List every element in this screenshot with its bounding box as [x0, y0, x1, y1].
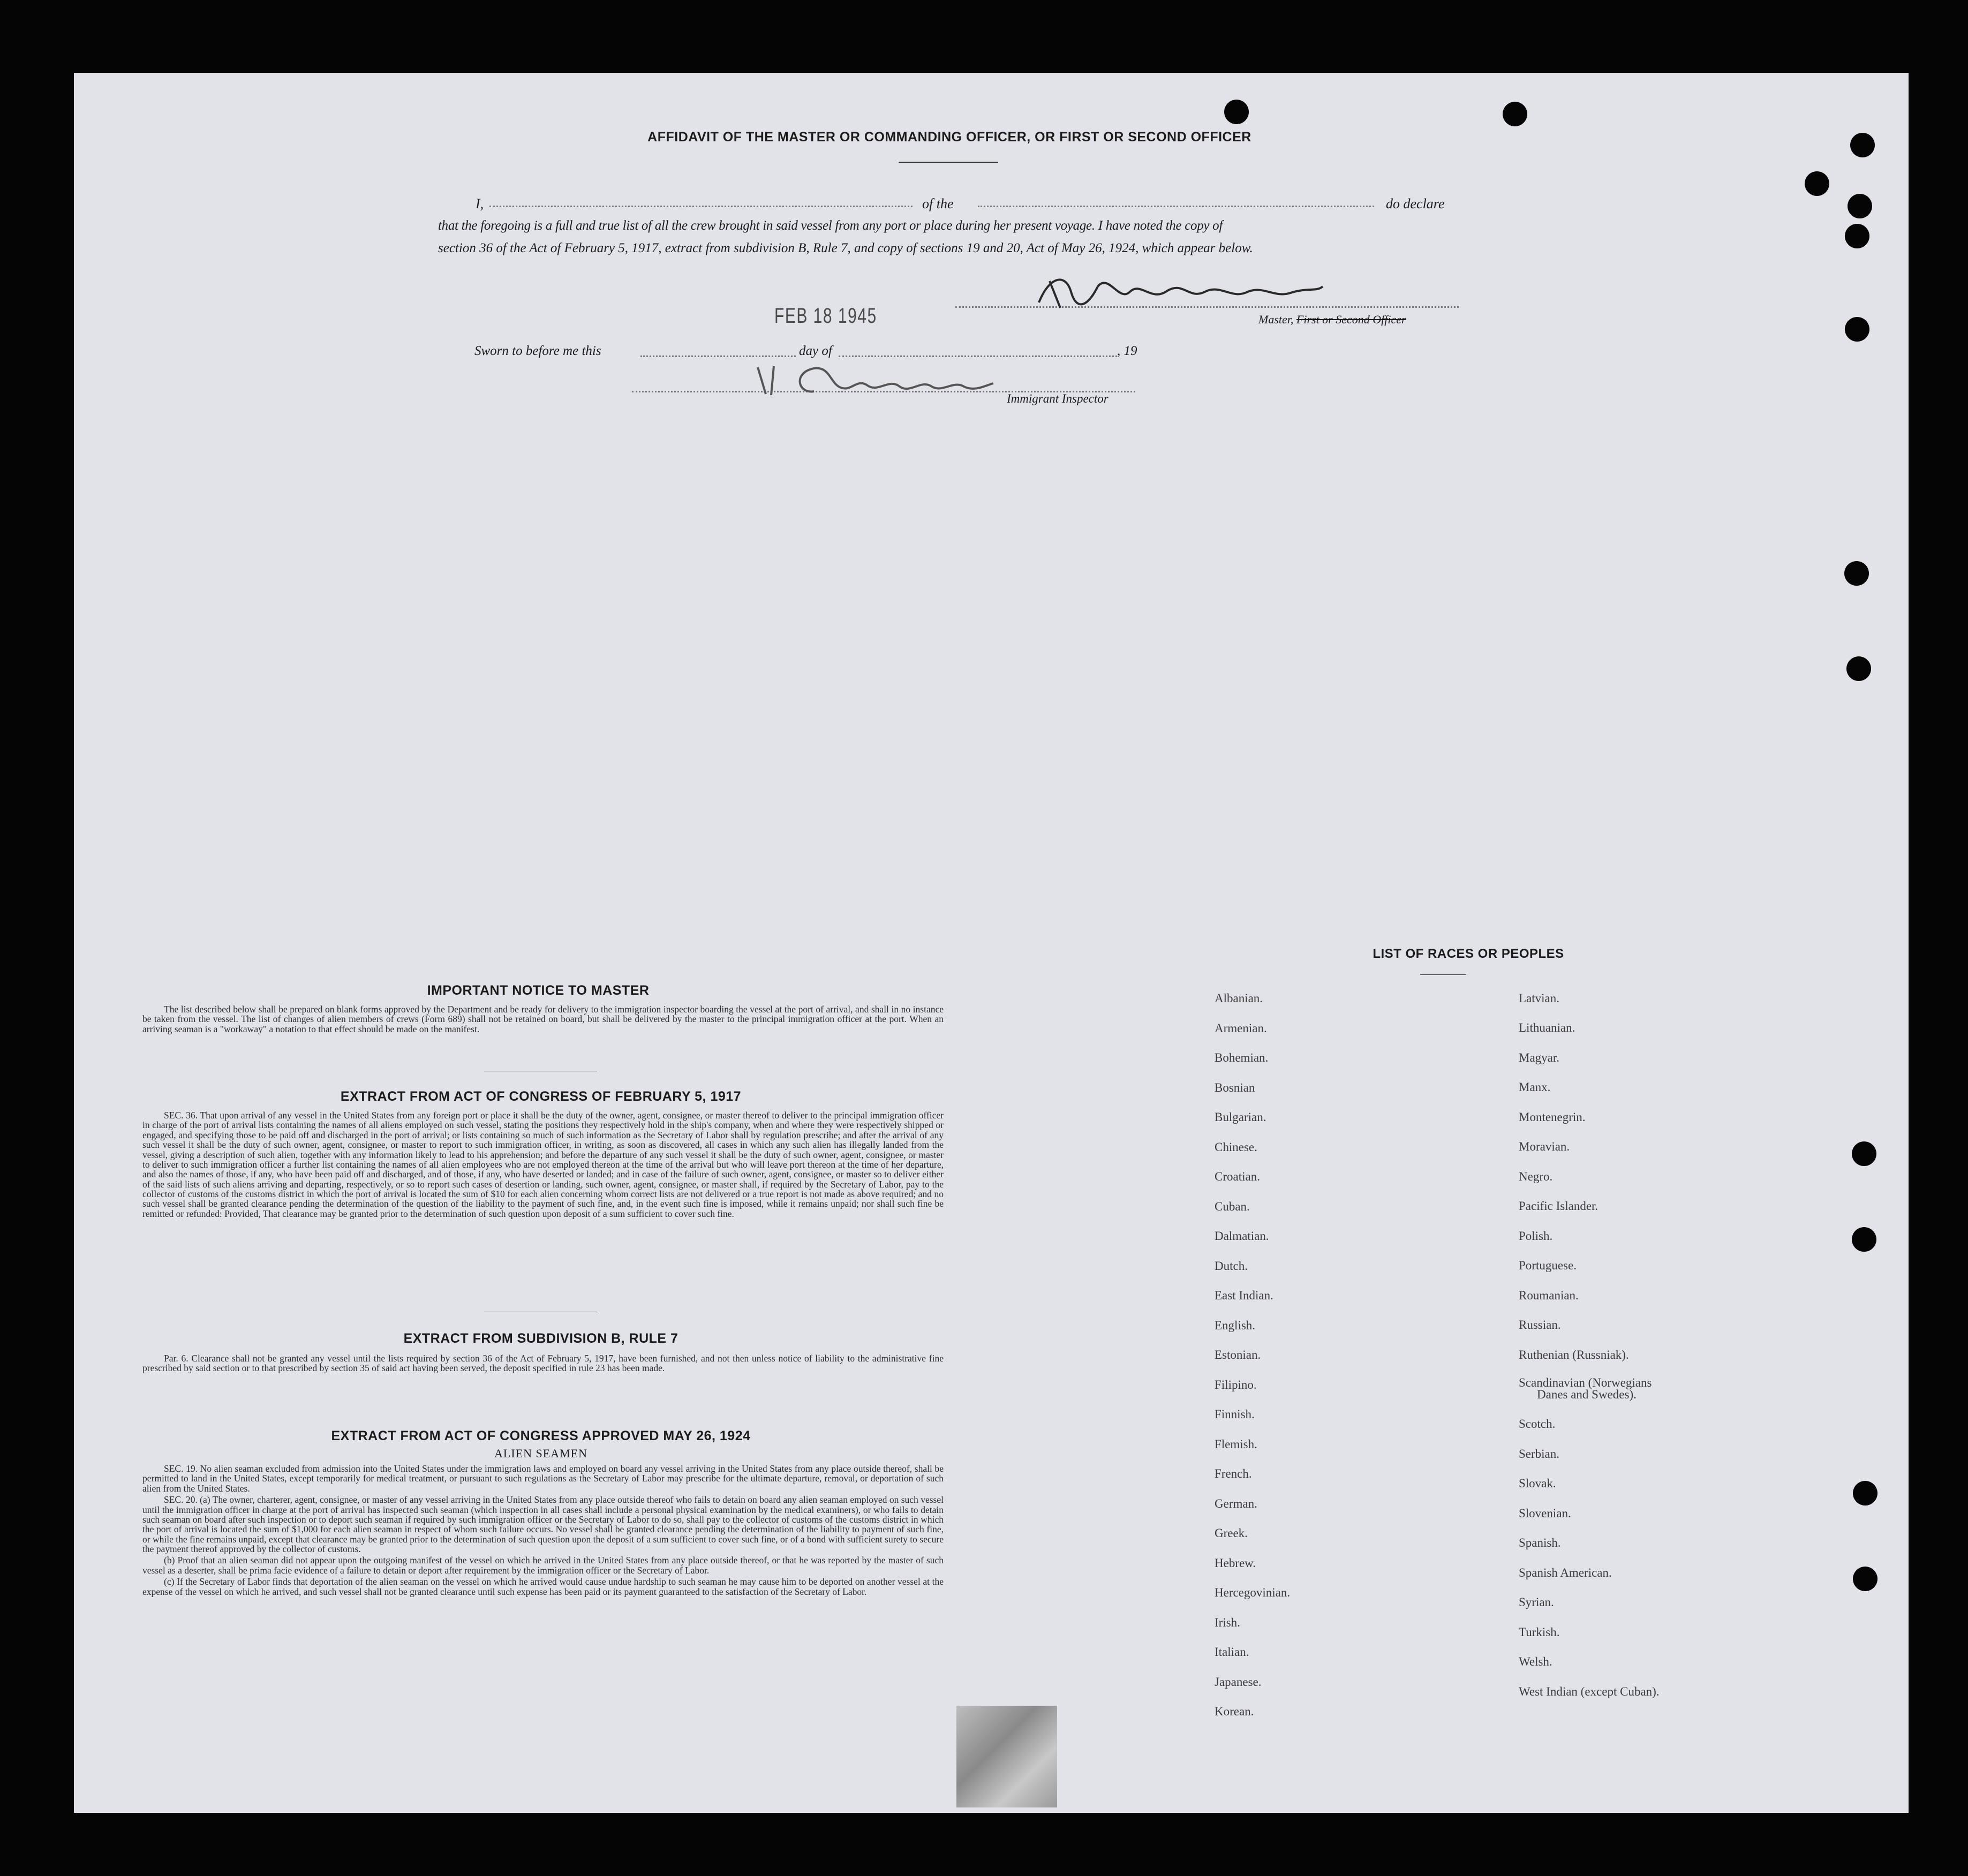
act1924-sec20a: SEC. 20. (a) The owner, charterer, agent, consignee, or master of any vessel arriving in the United States from any place outside thereof who fails to detain on board any alien seaman employed on such vessel until the immigration officer in charge at the port of arrival has inspected such seaman (which inspection in all cases shall include a personal physical examination by the medical examiners), or who fails to detain such seaman on board after such inspection or to deport such seaman if required by such immigration officer or the Secretary of Labor to do so, shall pay to the collector of customs of the customs district in which the port of arrival is located the sum of $1,000 for each alien seaman in respect of whom such failure occurs. No vessel shall be granted clearance pending the determination of the liability to payment of such fine, or while the fine remains unpaid, except that clearance may be granted prior to the determination of such question upon the deposit of a sum sufficient to cover such fine, or of a bond with sufficient surety to secure the payment thereof approved by the collector of customs.	[142, 1494, 944, 1554]
affidavit-i-label: I,	[476, 196, 484, 211]
race-item: Italian.	[1215, 1645, 1249, 1659]
race-item: Dutch.	[1215, 1259, 1248, 1273]
punch-hole-9	[1846, 656, 1871, 681]
race-item: Cuban.	[1215, 1199, 1250, 1213]
sworn-month-field[interactable]	[839, 355, 1117, 357]
act1924-subtitle: ALIEN SEAMEN	[494, 1447, 587, 1460]
race-item: Ruthenian (Russniak).	[1519, 1348, 1629, 1361]
vessel-field[interactable]	[978, 206, 1374, 207]
race-item: Polish.	[1519, 1229, 1553, 1243]
notice-title: IMPORTANT NOTICE TO MASTER	[427, 983, 650, 998]
punch-hole-12	[1853, 1481, 1877, 1506]
act1917-sec36: SEC. 36. That upon arrival of any vessel in the United States from any foreign port or place it shall be the duty of the owner, agent, consignee, or master thereof to deliver to the principal immigration officer in charge of the port of arrival lists containing the names of all aliens employed on such vessel, stating the positions they respectively hold in the ship's company, when and where they were respectively shipped or engaged, and specifying those to be paid off and discharged in the port of arrival; or lists containing so much of such information as the Secretary of Labor shall by regulation prescribe; and after the arrival of any such vessel it shall be the duty of such owner, agent, consignee, or master to report to such immigration officer, in writing, as soon as discovered, all cases in which any such alien has illegally landed from the vessel, giving a description of such alien, together with any information likely to lead to his apprehension; and before the departure of any such vessel it shall be the duty of such owner, agent, consignee, or master to deliver to such immigration officer a further list containing the names of all alien employees who are not employed thereon at the time of the arrival but who will leave port thereon at the time of her departure, and also the names of those, if any, who have been paid off and discharged, and of those, if any, who have deserted or landed; and in case of the failure of such owner, agent, consignee, or master so to deliver either of the said lists of such aliens arriving and departing, respectively, or so to report such cases of desertion or landing, such owner, agent, consignee, or master shall, if required by the Secretary of Labor, pay to the collector of customs of the customs district in which the port of arrival is located the sum of $10 for each alien concerning whom correct lists are not delivered or a true report is not made as above required; and no such vessel shall be granted clearance pending the determination of the question of the liability to the payment of such fine, and, in the event such fine is imposed, while it remains unpaid; nor shall such fine be remitted or refunded: Provided, That clearance may be granted prior to the determination of such question upon deposit of a sum sufficient to cover such fine.	[142, 1110, 944, 1219]
notice-paragraph: The list described below shall be prepared on blank forms approved by the Department and be ready for delivery to the immigration inspector boarding the vessel at the port of arrival, and shall in no instance be taken from the vessel. The list of changes of alien members of crews (Form 689) shall not be retained on board, but shall be delivered by the master to the principal immigration officer at the port. When an arriving seaman is a "workaway" a notation to that effect should be made on the manifest.	[142, 1004, 944, 1034]
race-item: Slovak.	[1519, 1477, 1556, 1490]
year-label: , 19	[1117, 344, 1137, 358]
race-item: Finnish.	[1215, 1408, 1255, 1421]
race-item: Latvian.	[1519, 992, 1559, 1005]
inspector-label: Immigrant Inspector	[1007, 392, 1109, 405]
punch-hole-3	[1850, 133, 1875, 157]
race-item: Roumanian.	[1519, 1289, 1579, 1302]
race-item: Syrian.	[1519, 1595, 1554, 1609]
act1917-title: EXTRACT FROM ACT OF CONGRESS OF FEBRUARY 5, 1917	[340, 1089, 742, 1104]
stamp-mark	[956, 1706, 1057, 1807]
punch-hole-6	[1845, 224, 1869, 248]
day-of-label: day of	[799, 344, 832, 358]
race-item: Croatian.	[1215, 1170, 1260, 1183]
master-label-primary: Master,	[1258, 313, 1296, 326]
race-item: Korean.	[1215, 1705, 1254, 1718]
notice-body	[142, 1004, 944, 1035]
race-item: Spanish.	[1519, 1536, 1561, 1549]
punch-hole-4	[1805, 171, 1829, 196]
race-item: Hercegovinian.	[1215, 1586, 1291, 1599]
race-item: Lithuanian.	[1519, 1021, 1575, 1034]
race-item: Turkish.	[1519, 1625, 1560, 1639]
punch-hole-2	[1503, 102, 1527, 126]
race-item: Bosnian	[1215, 1080, 1255, 1094]
race-item: Danes and Swedes).	[1537, 1388, 1637, 1401]
name-field[interactable]	[489, 206, 913, 207]
race-item: Manx.	[1519, 1080, 1551, 1094]
race-item: Dalmatian.	[1215, 1229, 1269, 1243]
race-item: French.	[1215, 1467, 1252, 1480]
race-item: East Indian.	[1215, 1289, 1273, 1302]
affidavit-title-rule	[899, 162, 998, 163]
race-item: Albanian.	[1215, 992, 1263, 1005]
rule7-body	[142, 1353, 944, 1375]
affidavit-line3: section 36 of the Act of February 5, 1917, extract from subdivision B, Rule 7, and copy of sections 19 and 20, Act of May 26, 1924, which appear below.	[438, 241, 1253, 255]
race-item: Welsh.	[1519, 1655, 1552, 1668]
act1924-sec19: SEC. 19. No alien seaman excluded from admission into the United States under the immigration laws and employed on board any vessel arriving in the United States from any place outside thereof, shall be permitted to land in the United States, except temporarily for medical treatment, or pursuant to such regulations as the Secretary of Labor may prescribe for the ultimate departure, removal, or deportation of such alien from the United States.	[142, 1463, 944, 1494]
race-item: Flemish.	[1215, 1437, 1257, 1451]
race-item: Russian.	[1519, 1318, 1561, 1332]
races-title-rule	[1420, 974, 1466, 975]
race-item: Bulgarian.	[1215, 1110, 1266, 1124]
race-item: Montenegrin.	[1519, 1110, 1586, 1124]
act1924-sec20c: (c) If the Secretary of Labor finds that deportation of the alien seaman on the vessel on which he arrived would cause undue hardship to such seaman he may cause him to be deported on another vessel at the expense of the vessel on which he arrived, and such vessel shall not be granted clearance until such expense has been paid or its payment guaranteed to the satisfaction of the Secretary of Labor.	[142, 1576, 944, 1597]
master-label-struck: First or Second Officer	[1296, 313, 1406, 326]
race-item: West Indian (except Cuban).	[1519, 1685, 1660, 1698]
race-item: Hebrew.	[1215, 1556, 1256, 1570]
race-item: Moravian.	[1519, 1140, 1570, 1153]
race-item: Spanish American.	[1519, 1566, 1612, 1579]
affidavit-of-the-label: of the	[922, 196, 954, 211]
inspector-signature	[750, 362, 996, 403]
race-item: Armenian.	[1215, 1021, 1267, 1035]
affidavit-line2: that the foregoing is a full and true list of all the crew brought in said vessel from any port or place during her present voyage. I have noted the copy of	[438, 218, 1223, 233]
rule7-par6: Par. 6. Clearance shall not be granted any vessel until the lists required by section 36 of the Act of February 5, 1917, have been furnished, and not then unless notice of liability to the administrative fine prescribed by said section or to that prescribed by section 35 of said act having been served, the deposit specified in rule 23 has been made.	[142, 1353, 944, 1374]
punch-hole-8	[1844, 561, 1869, 586]
race-item: Greek.	[1215, 1526, 1248, 1540]
race-item: Filipino.	[1215, 1378, 1257, 1391]
act1917-body	[142, 1110, 944, 1220]
date-stamp: FEB 18 1945	[774, 304, 877, 328]
master-label	[1258, 313, 1406, 327]
punch-hole-13	[1853, 1567, 1877, 1591]
act1924-body	[142, 1464, 944, 1598]
race-item: Pacific Islander.	[1519, 1199, 1598, 1213]
sworn-day-field[interactable]	[640, 355, 796, 357]
act1924-title: EXTRACT FROM ACT OF CONGRESS APPROVED MAY 26, 1924	[331, 1428, 751, 1443]
punch-hole-1	[1224, 100, 1249, 124]
master-signature	[1028, 270, 1328, 313]
race-item: Negro.	[1519, 1170, 1553, 1183]
race-item: Irish.	[1215, 1615, 1240, 1629]
race-item: Chinese.	[1215, 1140, 1257, 1154]
race-item: Portuguese.	[1519, 1259, 1577, 1272]
race-item: Scotch.	[1519, 1417, 1556, 1431]
race-item: Serbian.	[1519, 1447, 1560, 1461]
race-item: Japanese.	[1215, 1675, 1262, 1689]
race-item: Estonian.	[1215, 1348, 1261, 1361]
punch-hole-5	[1848, 194, 1872, 218]
sworn-label: Sworn to before me this	[474, 344, 601, 358]
race-item: Scandinavian (Norwegians	[1519, 1376, 1652, 1389]
affidavit-title: AFFIDAVIT OF THE MASTER OR COMMANDING OFFICER, OR FIRST OR SECOND OFFICER	[647, 130, 1251, 145]
affidavit-declare-label: do declare	[1386, 196, 1445, 211]
race-item: Bohemian.	[1215, 1051, 1269, 1064]
race-item: Slovenian.	[1519, 1507, 1571, 1520]
race-item: German.	[1215, 1496, 1257, 1510]
act1924-sec20b: (b) Proof that an alien seaman did not appear upon the outgoing manifest of the vessel on which he arrived in the United States from any place outside thereof, or that he was reported by the master of such vessel as a deserter, shall be prima facie evidence of a failure to detain or deport after requirement by the immigration officer or the Secretary of Labor.	[142, 1555, 944, 1576]
races-title: LIST OF RACES OR PEOPLES	[1373, 947, 1564, 961]
race-item: Magyar.	[1519, 1051, 1560, 1064]
punch-hole-11	[1852, 1227, 1876, 1252]
punch-hole-10	[1852, 1141, 1876, 1166]
race-item: English.	[1215, 1318, 1256, 1332]
rule7-title: EXTRACT FROM SUBDIVISION B, RULE 7	[403, 1331, 678, 1346]
punch-hole-7	[1845, 317, 1869, 342]
